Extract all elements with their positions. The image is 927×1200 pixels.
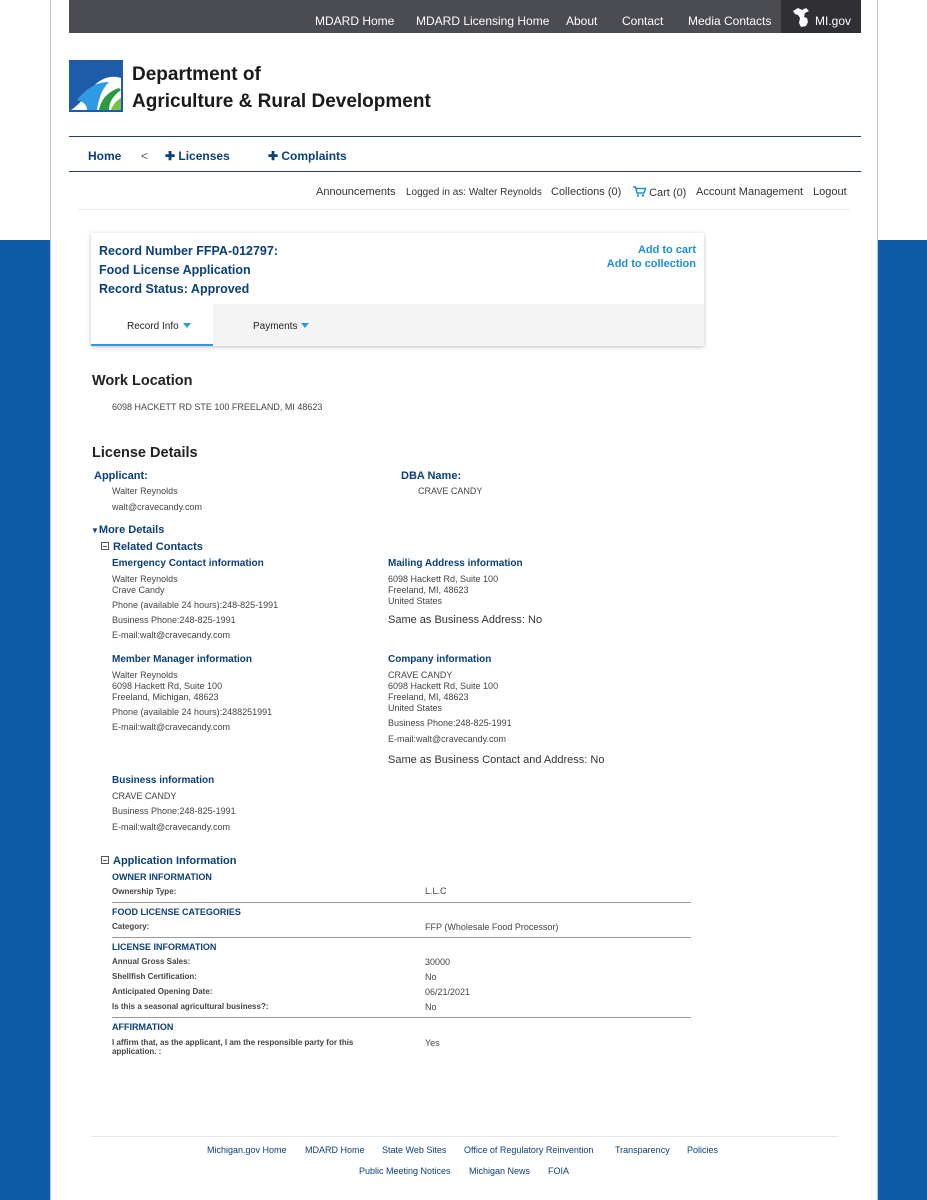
utility-divider: [79, 209, 849, 210]
company-name: CRAVE CANDY: [388, 670, 453, 680]
footer-michigan-news[interactable]: Michigan News: [469, 1166, 531, 1176]
company-business-phone: Business Phone:248-825-1991: [388, 718, 512, 728]
migov-label: MI.gov: [815, 14, 852, 28]
migov-link[interactable]: [781, 0, 861, 33]
tab-record-info[interactable]: Record Info: [91, 304, 213, 346]
affirmation-heading: AFFIRMATION: [112, 1022, 174, 1032]
anticipated-opening-date-value: 06/21/2021: [425, 987, 471, 997]
nav-top-divider: [69, 136, 861, 137]
record-type: Food License Application: [99, 263, 251, 277]
annual-gross-sales-label: Annual Gross Sales:: [112, 957, 191, 966]
collections-link[interactable]: Collections (0): [551, 186, 622, 198]
mailing-same-as-business: Same as Business Address: No: [388, 614, 543, 626]
anticipated-opening-date-label: Anticipated Opening Date:: [112, 987, 213, 996]
seasonal-business-label: Is this a seasonal agricultural business?:: [112, 1002, 269, 1011]
ownership-type-label: Ownership Type:: [112, 887, 177, 896]
license-information-heading: LICENSE INFORMATION: [112, 942, 217, 952]
affirmation-value: Yes: [425, 1038, 440, 1048]
company-street: 6098 Hackett Rd, Suite 100: [388, 681, 499, 691]
collapse-icon: [101, 856, 109, 864]
dba-value: CRAVE CANDY: [418, 486, 483, 496]
footer-michigan-gov-home[interactable]: Michigan.gov Home: [207, 1145, 287, 1155]
dba-label: DBA Name:: [401, 470, 462, 482]
mailing-address-city: Freeland, MI, 48623: [388, 585, 469, 595]
logout-link[interactable]: Logout: [813, 186, 847, 198]
annual-gross-sales-value: 30000: [425, 957, 451, 967]
company-country: United States: [388, 703, 443, 713]
announcements-link[interactable]: Announcements: [316, 186, 396, 198]
collapse-icon: [101, 542, 109, 550]
michigan-icon: [789, 5, 813, 29]
tab-payments[interactable]: Payments: [213, 304, 335, 346]
emergency-contact-phone: Phone (available 24 hours):248-825-1991: [112, 600, 279, 610]
member-manager-heading: Member Manager information: [112, 654, 253, 665]
footer-divider: [91, 1136, 839, 1137]
emergency-contact-heading: Emergency Contact information: [112, 558, 264, 569]
applicant-name: Walter Reynolds: [112, 486, 178, 496]
company-email: E-mail:walt@cravecandy.com: [388, 734, 507, 744]
plus-icon: ✚: [268, 149, 282, 163]
affirmation-label-line2: application. :: [112, 1047, 162, 1056]
related-contacts-toggle[interactable]: Related Contacts: [101, 541, 203, 553]
nav-home[interactable]: Home: [88, 149, 122, 163]
mailing-address-heading: Mailing Address information: [388, 558, 523, 569]
top-nav-mdard-licensing-home[interactable]: MDARD Licensing Home: [416, 14, 550, 28]
mailing-address-country: United States: [388, 596, 443, 606]
business-phone: Business Phone:248-825-1991: [112, 806, 236, 816]
top-nav-bar: [69, 0, 861, 33]
section-divider: [112, 902, 691, 903]
food-license-categories-heading: FOOD LICENSE CATEGORIES: [112, 907, 241, 917]
record-status: Record Status: Approved: [99, 282, 250, 296]
dropdown-arrow-icon: [183, 323, 191, 328]
section-divider: [112, 1017, 691, 1018]
seasonal-business-value: No: [425, 1002, 437, 1012]
application-information-toggle[interactable]: Application Information: [101, 855, 236, 867]
record-summary-card: [91, 233, 704, 346]
business-name: CRAVE CANDY: [112, 791, 177, 801]
emergency-contact-email: E-mail:walt@cravecandy.com: [112, 630, 231, 640]
company-info-heading: Company information: [388, 654, 492, 665]
top-nav-mdard-home[interactable]: MDARD Home: [315, 14, 395, 28]
top-nav-contact[interactable]: Contact: [622, 14, 664, 28]
business-email: E-mail:walt@cravecandy.com: [112, 822, 231, 832]
mdard-logo: [69, 60, 123, 112]
nav-complaints[interactable]: ✚ Complaints: [268, 149, 347, 163]
category-label: Category:: [112, 922, 150, 931]
record-number: Record Number FFPA-012797:: [99, 244, 278, 258]
affirmation-label-line1: I affirm that, as the applicant, I am the responsible party for this: [112, 1038, 354, 1047]
emergency-contact-business-phone: Business Phone:248-825-1991: [112, 615, 236, 625]
mailing-address-street: 6098 Hackett Rd, Suite 100: [388, 574, 499, 584]
category-value: FFP (Wholesale Food Processor): [425, 922, 559, 932]
footer-policies[interactable]: Policies: [687, 1145, 719, 1155]
footer-foia[interactable]: FOIA: [548, 1166, 570, 1176]
applicant-email: walt@cravecandy.com: [112, 502, 202, 512]
add-to-collection-link[interactable]: Add to collection: [606, 258, 696, 270]
section-divider: [112, 937, 691, 938]
cart-icon: [633, 186, 646, 197]
owner-information-heading: OWNER INFORMATION: [112, 872, 212, 882]
nav-bottom-divider: [69, 171, 861, 172]
member-manager-name: Walter Reynolds: [112, 670, 178, 680]
more-details-toggle[interactable]: ▼More Details: [91, 524, 165, 536]
top-nav-about[interactable]: About: [566, 14, 598, 28]
record-tabs: [91, 304, 704, 346]
shellfish-certification-label: Shellfish Certification:: [112, 972, 197, 981]
department-name-line2: Agriculture & Rural Development: [132, 91, 431, 112]
dropdown-arrow-icon: [301, 323, 309, 328]
department-name-line1: Department of: [132, 64, 261, 85]
footer-public-meeting-notices[interactable]: Public Meeting Notices: [359, 1166, 451, 1176]
emergency-contact-name: Walter Reynolds: [112, 574, 178, 584]
applicant-label: Applicant:: [94, 470, 148, 482]
business-info-heading: Business information: [112, 775, 215, 786]
add-to-cart-link[interactable]: Add to cart: [637, 244, 696, 256]
company-city: Freeland, MI, 48623: [388, 692, 469, 702]
member-manager-phone: Phone (available 24 hours):2488251991: [112, 707, 273, 717]
account-management-link[interactable]: Account Management: [696, 186, 804, 198]
ownership-type-value: L.L.C: [425, 886, 447, 896]
cart-link[interactable]: Cart (0): [633, 186, 686, 199]
logged-in-status: Logged in as: Walter Reynolds: [406, 187, 542, 198]
top-nav-media-contacts[interactable]: Media Contacts: [688, 14, 772, 28]
plus-icon: ✚: [165, 149, 179, 163]
footer-transparency[interactable]: Transparency: [615, 1145, 670, 1155]
footer-state-web-sites[interactable]: State Web Sites: [382, 1145, 447, 1155]
footer-office-regulatory-reinvention[interactable]: Office of Regulatory Reinvention: [464, 1145, 594, 1155]
emergency-contact-company: Crave Candy: [112, 585, 165, 595]
footer-mdard-home[interactable]: MDARD Home: [305, 1145, 365, 1155]
page-container: [50, 0, 878, 1200]
company-same-as-business: Same as Business Contact and Address: No: [388, 754, 605, 766]
work-location-heading: Work Location: [92, 373, 193, 389]
work-location-address: 6098 HACKETT RD STE 100 FREELAND, MI 48623: [112, 402, 323, 412]
member-manager-city: Freeland, Michigan, 48623: [112, 692, 219, 702]
license-details-heading: License Details: [92, 445, 198, 461]
nav-licenses[interactable]: ✚ Licenses: [165, 149, 230, 163]
nav-separator: <: [141, 149, 149, 163]
shellfish-certification-value: No: [425, 972, 437, 982]
member-manager-email: E-mail:walt@cravecandy.com: [112, 722, 231, 732]
caret-down-icon: ▼: [91, 526, 99, 535]
member-manager-street: 6098 Hackett Rd, Suite 100: [112, 681, 223, 691]
